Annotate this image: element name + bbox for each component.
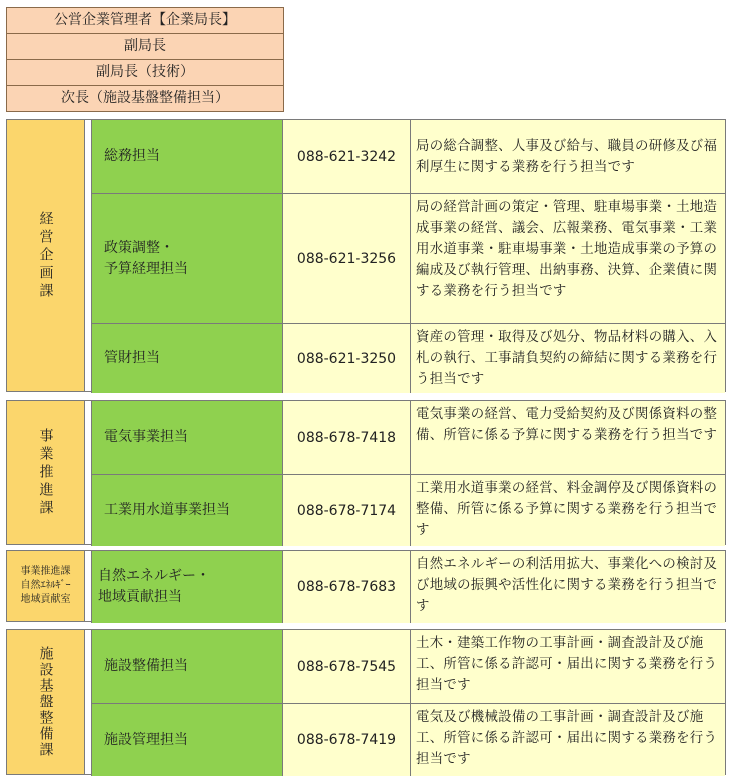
section-management-planning: [6, 119, 726, 392]
table-row: [91, 630, 725, 703]
duty-description: 局の経営計画の策定・管理、駐車場事業・土地造成事業の経営、議会、広報業務、電気事業・工業用水道事業・駐車場事業・土地造成事業の予算の編成及び執行管理、出納事務、決算、企業債に関する業務を行う担当です: [411, 194, 725, 323]
section-name: 総務担当: [91, 120, 283, 193]
table-row: [91, 551, 725, 623]
dept-label: [7, 551, 85, 621]
section-facility-infrastructure: [6, 629, 726, 775]
phone-number[interactable]: 088-678-7419: [283, 704, 411, 776]
section-business-promotion: [6, 400, 726, 545]
phone-number[interactable]: 088-621-3242: [283, 120, 411, 193]
section-name: 自然エネルギー・ 地域貢献担当: [91, 551, 283, 623]
section-name: 政策調整・ 予算経理担当: [91, 194, 283, 323]
section-name: 電気事業担当: [91, 401, 283, 474]
table-row: [91, 193, 725, 323]
header-row-deputy-director-tech: 副局長（技術）: [6, 59, 284, 86]
duty-description: 自然エネルギーの利活用拡大、事業化への検討及び地域の振興や活性化に関する業務を行う担当です: [411, 551, 725, 623]
duty-description: 資産の管理・取得及び処分、物品材料の購入、入札の執行、工事請負契約の締結に関する業務を行う担当です: [411, 324, 725, 393]
table-row: [91, 703, 725, 776]
phone-number[interactable]: 088-678-7174: [283, 475, 411, 546]
dept-name: 事業推進課: [37, 427, 54, 518]
header-row-vice-director: 次長（施設基盤整備担当）: [6, 85, 284, 112]
header-row-director: 公営企業管理者【企業局長】: [6, 7, 284, 34]
table-row: [91, 401, 725, 474]
table-row: [91, 474, 725, 546]
header-row-deputy-director: 副局長: [6, 33, 284, 60]
phone-number[interactable]: 088-621-3256: [283, 194, 411, 323]
dept-label: [7, 120, 85, 391]
dept-name: 経営企画課: [37, 210, 54, 301]
section-name: 工業用水道事業担当: [91, 475, 283, 546]
dept-label: [7, 401, 85, 544]
table-row: [91, 323, 725, 393]
phone-number[interactable]: 088-678-7545: [283, 630, 411, 703]
phone-number[interactable]: 088-678-7418: [283, 401, 411, 474]
duty-description: 土木・建築工作物の工事計画・調査設計及び施工、所管に係る許認可・届出に関する業務を行う担当です: [411, 630, 725, 703]
phone-number[interactable]: 088-678-7683: [283, 551, 411, 623]
section-name: 管財担当: [91, 324, 283, 393]
duty-description: 局の総合調整、人事及び給与、職員の研修及び福利厚生に関する業務を行う担当です: [411, 120, 725, 193]
dept-label: [7, 630, 85, 774]
dept-name: 事業推進課 自然ｴﾈﾙｷﾞｰ 地域貢献室: [20, 566, 71, 605]
dept-name: 施設基盤整備課: [37, 646, 54, 758]
duty-description: 電気事業の経営、電力受給契約及び関係資料の整備、所管に係る予算に関する業務を行う担当です: [411, 401, 725, 474]
duty-description: 電気及び機械設備の工事計画・調査設計及び施工、所管に係る許認可・届出に関する業務を行う担当です: [411, 704, 725, 776]
section-renewable-energy-office: [6, 550, 726, 622]
section-name: 施設管理担当: [91, 704, 283, 776]
phone-number[interactable]: 088-621-3250: [283, 324, 411, 393]
duty-description: 工業用水道事業の経営、料金調停及び関係資料の整備、所管に係る予算に関する業務を行う担当です: [411, 475, 725, 546]
table-row: [91, 120, 725, 193]
section-name: 施設整備担当: [91, 630, 283, 703]
